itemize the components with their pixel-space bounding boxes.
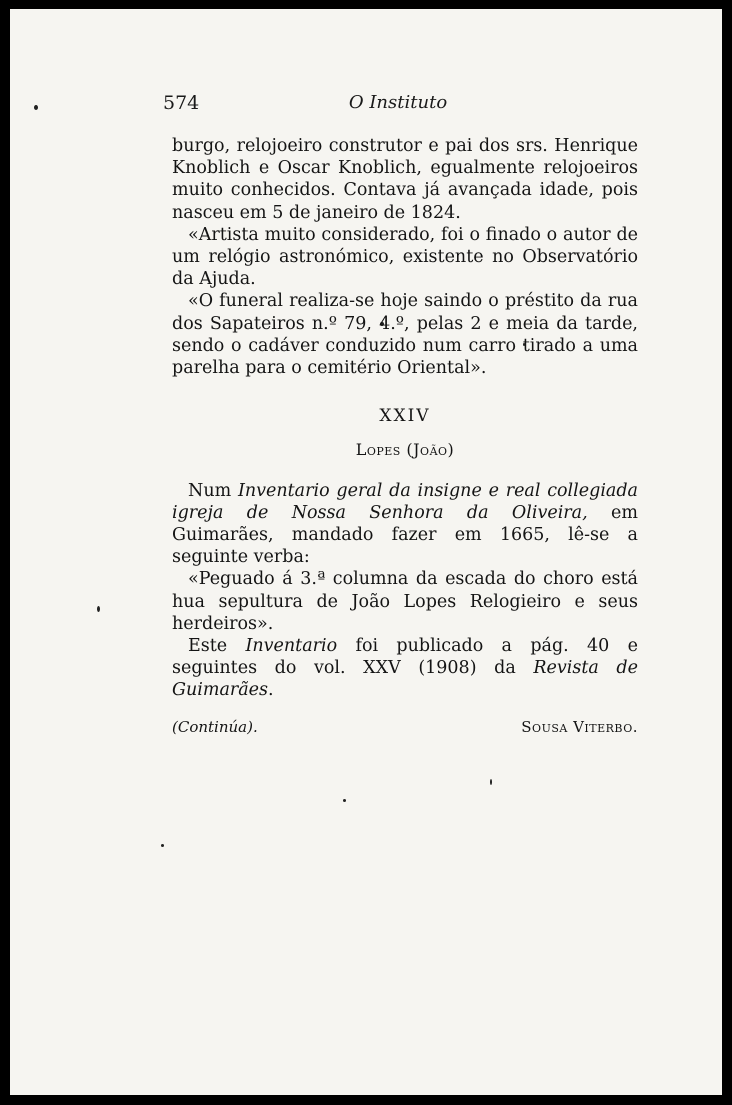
page-number: 574 xyxy=(163,92,200,114)
page xyxy=(10,9,722,1095)
footer xyxy=(172,716,638,738)
paragraph: «O funeral realiza-se hoje saindo o préstito da rua dos Sapateiros n.º 79, 4.º, pelas 2 e meia da tarde, sendo o cadáver conduzido num carro tirado a uma parelha para o cemitério Oriental». xyxy=(172,291,638,379)
quote-paragraph: «Peguado á 3.ª columna da escada do choro está hua sepultura de João Lopes Relogieiro e seus herdeiros». xyxy=(172,569,638,634)
running-title: O Instituto xyxy=(348,92,448,113)
paragraph: «Artista muito considerado, foi o finado o autor de um relógio astronómico, existente no Observatório da Ajuda. xyxy=(172,224,638,290)
text-body xyxy=(172,135,638,738)
italic-title: Inventario geral da insigne e real collegiada igreja de Nossa Senhora da Oliveira, xyxy=(172,480,638,523)
running-header xyxy=(163,86,633,114)
section-number: XXIV xyxy=(379,406,431,427)
continua-label: (Continúa). xyxy=(172,717,258,736)
paragraph: burgo, relojoeiro construtor e pai dos srs. Henrique Knoblich e Oscar Knoblich, egualmente relojoeiros muito conhecidos. Contava já avançada idade, pois nasceu em 5 de janeiro de 1824. xyxy=(172,136,638,223)
paragraph-este: Este Inventario foi publicado a pág. 40 e seguintes do vol. XXV (1908) da Revista de Guimarães. xyxy=(172,636,638,701)
author-signature: Sousa Viterbo. xyxy=(521,717,638,736)
paragraph-inventario: Num Inventario geral da insigne e real collegiada igreja de Nossa Senhora da Oliveira, em Guimarães, mandado fazer em 1665, lê-se a seguinte verba: xyxy=(172,480,638,568)
section-title: Lopes (João) xyxy=(355,440,455,460)
